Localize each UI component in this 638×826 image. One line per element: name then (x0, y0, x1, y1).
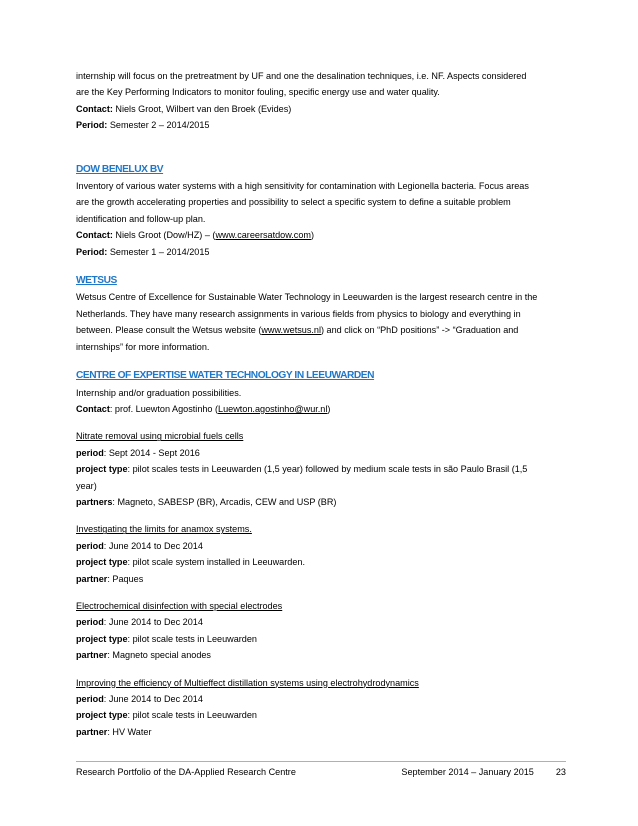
section-title-cewt: CENTRE OF EXPERTISE WATER TECHNOLOGY IN LEEUWARDEN (76, 370, 375, 382)
partner-value: : Magneto special anodes (107, 650, 211, 661)
project-title: Electrochemical disinfection with special electrodes (76, 600, 283, 611)
dow-website-link[interactable]: www.careersatdow.com (215, 230, 311, 241)
contact-label: Contact: (76, 103, 113, 114)
page-footer (76, 761, 566, 777)
period-value: Semester 2 – 2014/2015 (107, 120, 210, 131)
project-title: Investigating the limits for anamox systems. (76, 524, 252, 535)
project-period (76, 445, 566, 461)
contact-line (76, 401, 566, 417)
paragraph-line: Wetsus Centre of Excellence for Sustainable Water Technology in Leeuwarden is the largest research centre in the (76, 292, 538, 303)
period-label: period (76, 540, 104, 551)
type-label: project type (76, 633, 128, 644)
type-label: project type (76, 710, 128, 721)
footer-title: Research Portfolio of the DA-Applied Research Centre (76, 767, 296, 777)
contact-end: ) (311, 230, 315, 241)
page-content (76, 68, 566, 740)
project-period (76, 691, 566, 707)
type-label: project type (76, 464, 128, 475)
section-title-dow: DOW BENELUX BV (76, 163, 164, 175)
paragraph-line: are the growth accelerating properties and possibility to select a specific system to define a suitable problem (76, 197, 511, 208)
project-title: Improving the efficiency of Multieffect distillation systems using electrohydrodynamics (76, 677, 419, 688)
contact-line (76, 101, 566, 117)
project-type-cont: year) (76, 480, 97, 491)
partner-label: partner (76, 650, 108, 661)
project-title: Nitrate removal using microbial fuels cells (76, 431, 244, 442)
partner-label: partner (76, 726, 108, 737)
partner-label: partner (76, 573, 108, 584)
project-partner (76, 494, 566, 510)
contact-label: Contact: (76, 230, 113, 241)
project-partner (76, 724, 566, 740)
type-label: project type (76, 557, 128, 568)
period-value: : June 2014 to Dec 2014 (103, 540, 203, 551)
period-label: period (76, 617, 104, 628)
partner-value: : Magneto, SABESP (BR), Arcadis, CEW and USP (BR) (112, 496, 337, 507)
period-label: Period: (76, 246, 108, 257)
paragraph-line: Inventory of various water systems with a high sensitivity for contamination with Legionella bacteria. Focus areas (76, 181, 529, 192)
period-value: : Sept 2014 - Sept 2016 (103, 447, 200, 458)
contact-value: Niels Groot, Wilbert van den Broek (Evides) (112, 103, 292, 114)
project-partner (76, 647, 566, 663)
paragraph-line: Internship and/or graduation possibilities. (76, 387, 242, 398)
paragraph-line: identification and follow-up plan. (76, 213, 206, 224)
text-span: ) and click on “PhD positions” -> “Graduation and (320, 325, 519, 336)
partner-value: : HV Water (107, 726, 152, 737)
period-label: period (76, 694, 104, 704)
project-type (76, 461, 566, 477)
project-period (76, 538, 566, 554)
section-title-wetsus: WETSUS (76, 275, 117, 287)
footer-date: September 2014 – January 2015 (401, 767, 534, 777)
period-value: : June 2014 to Dec 2014 (103, 694, 203, 704)
period-label: Period: (76, 120, 108, 131)
paragraph-line: internships” for more information. (76, 341, 210, 352)
paragraph-line: internship will focus on the pretreatment by UF and one the desalination techniques, i.e. NF. Aspects considered (76, 71, 527, 81)
contact-end: ) (327, 403, 331, 414)
partner-label: partners (76, 496, 113, 507)
contact-value: : prof. Luewton Agostinho ( (109, 403, 219, 414)
project-partner (76, 571, 566, 587)
project-period (76, 614, 566, 630)
text-span: between. Please consult the Wetsus website ( (76, 325, 262, 336)
contact-value: Niels Groot (Dow/HZ) – ( (112, 230, 216, 241)
contact-label: Contact (76, 403, 110, 414)
period-value: Semester 1 – 2014/2015 (107, 246, 210, 257)
type-value: : pilot scale tests in Leeuwarden (127, 633, 257, 644)
footer-right (401, 766, 566, 779)
partner-value: : Paques (107, 573, 144, 584)
type-value: : pilot scale tests in Leeuwarden (127, 710, 257, 721)
paragraph-line: Netherlands. They have many research assignments in various fields from physics to biology and everything in (76, 308, 521, 319)
contact-line (76, 227, 566, 243)
type-value: : pilot scales tests in Leeuwarden (1,5 year) followed by medium scale tests in são Paulo Brasil (1,5 (127, 464, 528, 475)
period-label: period (76, 447, 104, 458)
paragraph-line: are the Key Performing Indicators to monitor fouling, specific energy use and water quality. (76, 87, 440, 98)
type-value: : pilot scale system installed in Leeuwarden. (127, 557, 305, 568)
period-value: : June 2014 to Dec 2014 (103, 617, 203, 628)
paragraph-line (76, 322, 566, 338)
page-number: 23 (555, 767, 566, 777)
project-type (76, 554, 566, 570)
wetsus-website-link[interactable]: www.wetsus.nl (261, 325, 321, 336)
email-link[interactable]: Luewton.agostinho@wur.nl (218, 403, 328, 414)
project-type (76, 631, 566, 647)
period-line (76, 244, 566, 260)
project-type (76, 707, 566, 723)
period-line (76, 117, 566, 133)
